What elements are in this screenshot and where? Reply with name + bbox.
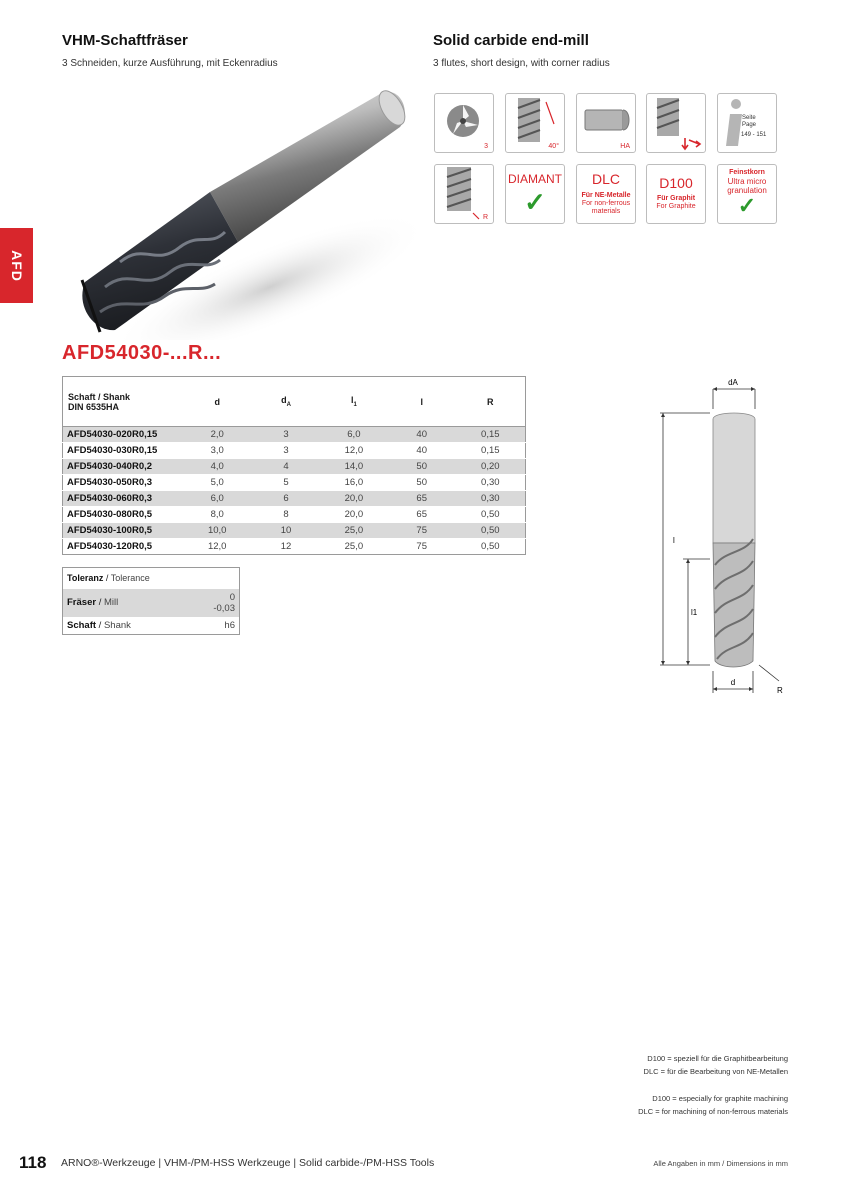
table-cell: 50: [388, 475, 456, 491]
table-cell: 3: [252, 443, 320, 459]
table-cell: 25,0: [320, 523, 388, 539]
table-cell: 10: [252, 523, 320, 539]
table-cell: 12,0: [320, 443, 388, 459]
table-cell: 40: [388, 443, 456, 459]
tolerance-mill-row: Fräser / Mill 0 -0,03: [63, 589, 240, 617]
badge-dlc-en-1: For non-ferrous: [581, 200, 631, 207]
note-en-1: D100 = especially for graphite machining: [652, 1094, 788, 1103]
table-cell: 75: [388, 523, 456, 539]
note-en-2: DLC = for machining of non-ferrous materials: [638, 1106, 788, 1116]
article-number-cell: AFD54030-020R0,15: [63, 427, 183, 443]
flutes-icon: [434, 93, 494, 153]
table-cell: 40: [388, 427, 456, 443]
badge-feinstkorn-en-1: Ultra micro: [727, 177, 767, 186]
article-number-cell: AFD54030-040R0,2: [63, 459, 183, 475]
table-cell: 0,30: [456, 475, 526, 491]
table-cell: 12,0: [182, 539, 252, 555]
table-cell: 14,0: [320, 459, 388, 475]
badge-d100: [646, 164, 706, 224]
table-cell: 5,0: [182, 475, 252, 491]
table-cell: 65: [388, 491, 456, 507]
title-en: Solid carbide end-mill: [433, 32, 589, 49]
table-row: [63, 539, 526, 555]
table-cell: 0,50: [456, 523, 526, 539]
page-range: 149 - 151: [741, 132, 767, 138]
side-tab: [0, 228, 33, 303]
check-icon: ✓: [524, 187, 546, 217]
tolerance-shank-en: Shank: [103, 619, 131, 631]
table-cell: 3: [252, 427, 320, 443]
tolerance-mill-de: Fräser: [67, 597, 97, 608]
helix-angle-icon: [505, 93, 565, 153]
header-da-sub: A: [286, 401, 291, 408]
page-label-en: Page: [742, 122, 757, 128]
table-cell: 12: [252, 539, 320, 555]
label-da: dA: [728, 378, 738, 387]
technical-drawing: [655, 375, 785, 695]
tolerance-header-row: Toleranz / Tolerance: [67, 573, 150, 584]
tolerance-mill-upper: 0: [229, 591, 235, 603]
notes-de: [644, 1053, 788, 1078]
page-number: 118: [19, 1153, 47, 1172]
table-cell: 6,0: [182, 491, 252, 507]
notes-en: [638, 1093, 788, 1118]
dimensions-table: [62, 376, 526, 555]
subtitle-de: 3 Schneiden, kurze Ausführung, mit Eckenradius: [62, 58, 278, 69]
footer-text: ARNO®-Werkzeuge | VHM-/PM-HSS Werkzeuge | Solid carbide-/PM-HSS Tools: [61, 1157, 435, 1169]
info-icon[interactable]: [717, 93, 777, 153]
subtitle-en: 3 flutes, short design, with corner radius: [433, 58, 610, 69]
shank-ha-icon: [576, 93, 636, 153]
article-number-cell: AFD54030-120R0,5: [63, 539, 183, 555]
table-row: [63, 523, 526, 539]
header-l: l: [388, 377, 456, 427]
label-d: d: [730, 678, 736, 687]
table-cell: 20,0: [320, 507, 388, 523]
table-row: [63, 427, 526, 443]
tolerance-mill-en: Mill: [103, 597, 119, 608]
label-r: R: [777, 686, 783, 695]
label-l1: l1: [691, 608, 698, 617]
flutes-value: 3: [484, 143, 488, 150]
product-photo: [60, 82, 425, 340]
header-l1-sub: 1: [353, 401, 357, 408]
coolant-direction-icon: [646, 93, 706, 153]
table-cell: 0,50: [456, 539, 526, 555]
table-cell: 8,0: [182, 507, 252, 523]
table-cell: 75: [388, 539, 456, 555]
table-cell: 25,0: [320, 539, 388, 555]
table-header-row: [63, 377, 526, 427]
table-cell: 4: [252, 459, 320, 475]
header-da: [252, 377, 320, 427]
header-din-label: DIN 6535HA: [68, 401, 120, 412]
footer-units: Alle Angaben in mm / Dimensions in mm: [653, 1159, 788, 1168]
table-cell: 0,20: [456, 459, 526, 475]
tolerance-shank-row: Schaft / Shank h6: [63, 617, 240, 635]
table-cell: 50: [388, 459, 456, 475]
label-l: l: [673, 536, 675, 545]
badge-d100-de: Für Graphit: [656, 195, 696, 202]
badge-feinstkorn: [717, 164, 777, 224]
header-da-label: d: [281, 395, 287, 406]
note-de-2: DLC = für die Bearbeitung von NE-Metallen: [643, 1066, 788, 1076]
table-cell: 10,0: [182, 523, 252, 539]
header-r: R: [456, 377, 526, 427]
table-cell: 6: [252, 491, 320, 507]
header-d: d: [182, 377, 252, 427]
radius-label: R: [482, 214, 488, 221]
badge-d100-en: For Graphite: [656, 203, 696, 210]
table-row: [63, 507, 526, 523]
tolerance-mill-lower: -0,03: [213, 602, 235, 614]
table-cell: 65: [388, 507, 456, 523]
table-cell: 16,0: [320, 475, 388, 491]
header-shank: [63, 377, 183, 427]
table-cell: 5: [252, 475, 320, 491]
tolerance-shank-de: Schaft: [67, 619, 97, 631]
table-cell: 4,0: [182, 459, 252, 475]
article-number-cell: AFD54030-100R0,5: [63, 523, 183, 539]
badge-feinstkorn-title: Feinstkorn: [729, 169, 765, 176]
table-row: [63, 459, 526, 475]
side-tab-label: AFD: [8, 249, 25, 282]
table-cell: 6,0: [320, 427, 388, 443]
title-de: VHM-Schaftfräser: [62, 32, 188, 49]
table-cell: 0,15: [456, 443, 526, 459]
tolerance-head-de: Toleranz: [67, 573, 104, 584]
badge-dlc-en-2: materials: [591, 207, 621, 215]
helix-angle-value: 40°: [548, 143, 559, 150]
badge-dlc: [576, 164, 636, 224]
table-cell: 0,50: [456, 507, 526, 523]
page-label-de: Seite: [742, 115, 756, 121]
tolerance-head-en: Tolerance: [110, 573, 150, 584]
table-cell: 20,0: [320, 491, 388, 507]
badge-diamant-title: DIAMANT: [508, 172, 562, 186]
article-number-cell: AFD54030-060R0,3: [63, 491, 183, 507]
article-number-cell: AFD54030-080R0,5: [63, 507, 183, 523]
table-row: [63, 475, 526, 491]
table-row: [63, 443, 526, 459]
badge-dlc-de: Für NE-Metalle: [581, 192, 631, 199]
article-code: AFD54030-...R...: [62, 342, 222, 364]
shank-value: HA: [620, 143, 630, 150]
check-icon: ✓: [737, 193, 757, 218]
header-l1-label: l: [350, 395, 354, 406]
tolerance-table: [62, 567, 240, 635]
table-cell: 0,15: [456, 427, 526, 443]
article-number-cell: AFD54030-030R0,15: [63, 443, 183, 459]
badge-d100-title: D100: [659, 175, 693, 191]
header-shank-label: Schaft / Shank: [68, 391, 131, 402]
badge-diamant: [505, 164, 565, 224]
note-de-1: D100 = speziell für die Graphitbearbeitung: [647, 1054, 788, 1063]
table-cell: 8: [252, 507, 320, 523]
badge-feinstkorn-en-2: granulation: [727, 186, 767, 195]
table-row: [63, 491, 526, 507]
table-cell: 0,30: [456, 491, 526, 507]
corner-radius-icon: [434, 164, 494, 224]
tolerance-shank-value: h6: [224, 619, 235, 631]
badge-dlc-title: DLC: [591, 171, 620, 187]
header-l1: [320, 377, 388, 427]
table-cell: 2,0: [182, 427, 252, 443]
article-number-cell: AFD54030-050R0,3: [63, 475, 183, 491]
table-cell: 3,0: [182, 443, 252, 459]
